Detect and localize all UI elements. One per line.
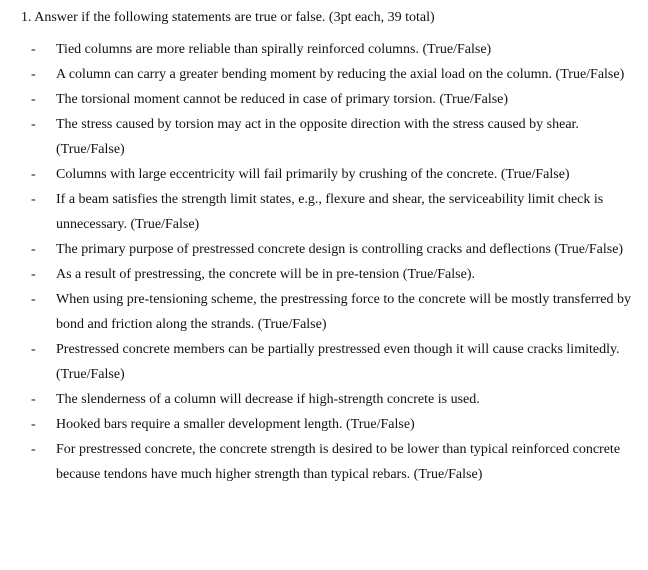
- statement-text: If a beam satisfies the strength limit states, e.g., flexure and shear, the serviceability limit check is unnecessary. (True/False): [56, 192, 604, 232]
- bullet-dash: -: [31, 167, 36, 182]
- statement-text: Columns with large eccentricity will fail primarily by crushing of the concrete. (True/False): [56, 167, 570, 182]
- bullet-dash: -: [31, 342, 36, 357]
- bullet-dash: -: [31, 292, 36, 307]
- statement-text: The stress caused by torsion may act in the opposite direction with the stress caused by shear. (True/False): [56, 117, 579, 157]
- bullet-dash: -: [31, 42, 36, 57]
- bullet-dash: -: [31, 392, 36, 407]
- bullet-dash: -: [31, 417, 36, 432]
- statement-text: Tied columns are more reliable than spirally reinforced columns. (True/False): [56, 42, 492, 57]
- bullet-dash: -: [31, 267, 36, 282]
- statement-list: [0, 37, 648, 487]
- bullet-dash: -: [31, 67, 36, 82]
- question-title: 1. Answer if the following statements are true or false. (3pt each, 39 total): [21, 10, 435, 25]
- statement-item: [0, 337, 648, 387]
- statement-text: A column can carry a greater bending moment by reducing the axial load on the column. (True/False): [56, 67, 625, 82]
- statement-item: [0, 287, 648, 337]
- statement-text: The primary purpose of prestressed concrete design is controlling cracks and deflections (True/False): [56, 242, 624, 257]
- statement-item: [0, 112, 648, 162]
- statement-item: [0, 262, 648, 287]
- bullet-dash: -: [31, 92, 36, 107]
- statement-item: [0, 62, 648, 87]
- statement-item: [0, 237, 648, 262]
- statement-text: For prestressed concrete, the concrete strength is desired to be lower than typical reinforced concrete because tendons have much higher strength than typical rebars. (True/False): [56, 442, 621, 482]
- bullet-dash: -: [31, 442, 36, 457]
- statement-item: [0, 187, 648, 237]
- statement-item: [0, 37, 648, 62]
- bullet-dash: -: [31, 117, 36, 132]
- statement-item: [0, 412, 648, 437]
- statement-item: [0, 87, 648, 112]
- statement-text: The torsional moment cannot be reduced in case of primary torsion. (True/False): [56, 92, 509, 107]
- statement-text: Hooked bars require a smaller development length. (True/False): [56, 417, 415, 432]
- statement-text: As a result of prestressing, the concrete will be in pre-tension (True/False).: [56, 267, 475, 282]
- statement-item: [0, 162, 648, 187]
- statement-item: [0, 387, 648, 412]
- bullet-dash: -: [31, 242, 36, 257]
- statement-text: Prestressed concrete members can be partially prestressed even though it will cause cracks limitedly. (True/False): [56, 342, 620, 382]
- statement-text: When using pre-tensioning scheme, the prestressing force to the concrete will be mostly transferred by bond and friction along the strands. (True/False): [56, 292, 631, 332]
- statement-item: [0, 437, 648, 487]
- bullet-dash: -: [31, 192, 36, 207]
- statement-text: The slenderness of a column will decrease if high-strength concrete is used.: [56, 392, 480, 407]
